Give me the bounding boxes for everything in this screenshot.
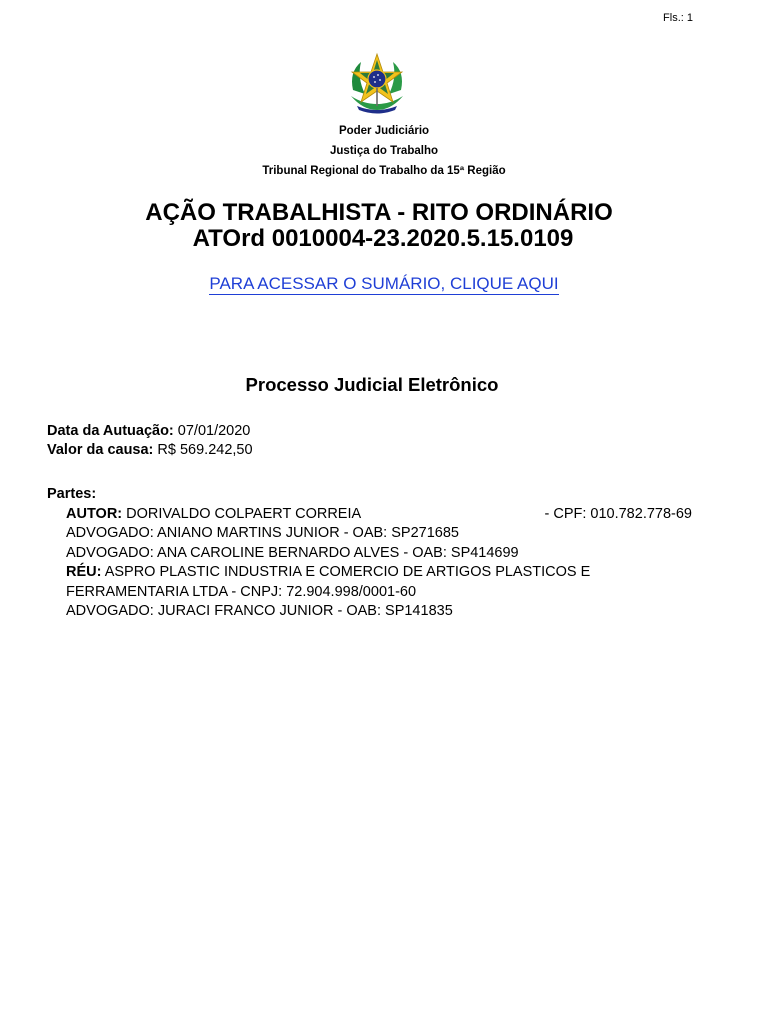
parties-label: Partes: (47, 486, 97, 502)
lawyer-row: ADVOGADO: ANIANO MARTINS JUNIOR - OAB: SP271685 (66, 525, 459, 541)
filing-date-value: 07/01/2020 (177, 423, 251, 439)
lawyer-row: ADVOGADO: JURACI FRANCO JUNIOR - OAB: SP141835 (66, 603, 453, 619)
case-value-label: Valor da causa: (47, 442, 154, 458)
case-value-row (47, 441, 253, 460)
page-number: Fls.: 1 (663, 12, 693, 24)
title-action-type: AÇÃO TRABALHISTA - RITO ORDINÁRIO (145, 199, 613, 226)
summary-link[interactable]: PARA ACESSAR O SUMÁRIO, CLIQUE AQUI (209, 274, 559, 293)
header-line-justice: Justiça do Trabalho (330, 145, 438, 157)
plaintiff-name: DORIVALDO COLPAERT CORREIA (126, 505, 362, 522)
summary-link-wrapper (0, 274, 768, 294)
defendant-continuation: FERRAMENTARIA LTDA - CNPJ: 72.904.998/0001-60 (66, 583, 417, 600)
header-line-tribunal: Tribunal Regional do Trabalho da 15ª Região (262, 165, 506, 177)
title-process-number: ATOrd 0010004-23.2020.5.15.0109 (192, 225, 574, 252)
institution-header (0, 123, 768, 183)
defendant-name: ASPRO PLASTIC INDUSTRIA E COMERCIO DE ARTIGOS PLASTICOS E (104, 564, 591, 580)
filing-date-label: Data da Autuação: (47, 423, 174, 439)
case-metadata (47, 422, 253, 460)
filing-date-row (47, 422, 253, 441)
lawyer-row: ADVOGADO: ANA CAROLINE BERNARDO ALVES - OAB: SP414699 (66, 544, 519, 561)
plaintiff-row (47, 505, 707, 525)
plaintiff-cpf: - CPF: 010.782.778-69 (544, 505, 692, 522)
case-value-value: R$ 569.242,50 (157, 442, 253, 458)
parties-section (47, 485, 707, 622)
defendant-row (47, 563, 707, 583)
brazil-coat-of-arms-icon (343, 50, 411, 118)
header-line-judiciary: Poder Judiciário (338, 125, 430, 137)
document-title (0, 200, 768, 252)
section-title: Processo Judicial Eletrônico (245, 374, 499, 395)
plaintiff-label: AUTOR: (66, 505, 123, 522)
defendant-label: RÉU: (66, 564, 102, 580)
